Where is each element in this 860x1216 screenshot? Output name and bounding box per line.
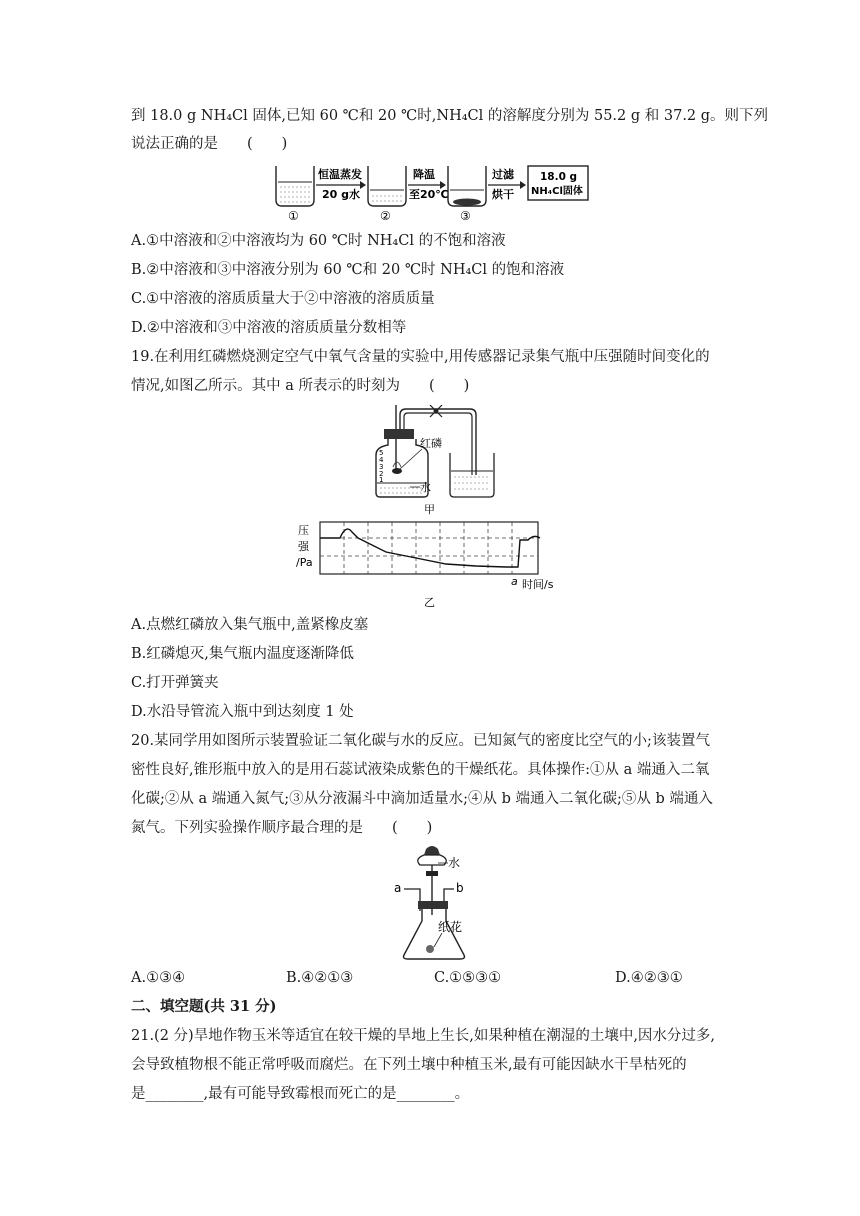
- yi-marker-a: a: [511, 575, 518, 588]
- step3-bottom: 烘干: [492, 188, 514, 201]
- q20-option-c: C.①⑤③①: [434, 970, 502, 986]
- yi-ylabel-3: /Pa: [296, 556, 313, 569]
- label-water-jia: 水: [420, 481, 431, 494]
- yi-ylabel-2: 强: [298, 540, 309, 553]
- beaker-1-label: ①: [288, 209, 299, 222]
- step2-top: 降温: [413, 168, 435, 181]
- scale-4: 4: [379, 456, 384, 464]
- q20-option-a: A.①③④: [131, 970, 186, 986]
- q18-option-a: A.①中溶液和②中溶液均为 60 ℃时 NH₄Cl 的不饱和溶液: [131, 233, 506, 249]
- q19-option-b: B.红磷熄灭,集气瓶内温度逐渐降低: [131, 646, 354, 662]
- section-2-title: 二、填空题(共 31 分): [131, 998, 277, 1015]
- beaker-2-label: ②: [380, 209, 391, 222]
- beaker-2: [368, 166, 406, 206]
- caption-jia: 甲: [424, 503, 435, 516]
- q20-figure: [390, 845, 490, 963]
- q20-line-2: 密性良好,锥形瓶中放入的是用石蕊试液染成紫色的干燥纸花。具体操作:①从 a 端通入二氧: [131, 762, 710, 778]
- label-b: b: [456, 881, 464, 895]
- q20-option-b: B.④②①③: [286, 970, 354, 986]
- q19-figure-jia: [360, 405, 510, 517]
- scale-5: 5: [379, 449, 384, 457]
- q18-option-c: C.①中溶液的溶质质量大于②中溶液的溶质质量: [131, 291, 435, 307]
- yi-xlabel: 时间/s: [522, 578, 554, 591]
- beaker-3: [448, 166, 486, 206]
- step1-bottom: 20 g水: [322, 188, 361, 201]
- scale-1: 1: [379, 476, 384, 484]
- scale-2: 2: [379, 470, 384, 478]
- q18-figure: [270, 160, 590, 222]
- step2-bottom: 至20℃: [409, 188, 449, 201]
- step3-top: 过滤: [492, 168, 514, 181]
- beaker-3-label: ③: [460, 209, 471, 222]
- q19-option-a: A.点燃红磷放入集气瓶中,盖紧橡皮塞: [131, 617, 369, 633]
- pressure-curve: [320, 529, 540, 567]
- label-a: a: [394, 881, 402, 895]
- result-line-1: 18.0 g: [540, 171, 578, 183]
- spring-clamp-icon: [430, 405, 442, 417]
- q20-option-d: D.④②③①: [615, 970, 683, 986]
- q21-line-3: 是________,最有可能导致霉根而死亡的是________。: [131, 1086, 470, 1102]
- label-water-q20: 水: [448, 856, 461, 870]
- caption-yi: 乙: [424, 596, 435, 609]
- q20-line-1: 20.某同学用如图所示装置验证二氧化碳与水的反应。已知氮气的密度比空气的小;该装置气: [131, 733, 710, 749]
- label-flower: 纸花: [438, 920, 463, 934]
- q19-figure-yi: [296, 518, 566, 610]
- q18-option-d: D.②中溶液和③中溶液的溶质质量分数相等: [131, 320, 407, 336]
- label-phosphorus: 红磷: [420, 437, 442, 450]
- q19-line-1: 19.在利用红磷燃烧测定空气中氧气含量的实验中,用传感器记录集气瓶中压强随时间变化的: [131, 349, 710, 365]
- result-line-2: NH₄Cl固体: [531, 186, 583, 197]
- q18-line-1: 到 18.0 g NH₄Cl 固体,已知 60 ℃和 20 ℃时,NH₄Cl 的溶解度分别为 55.2 g 和 37.2 g。则下列: [131, 108, 769, 124]
- yi-ylabel-1: 压: [298, 524, 309, 537]
- q19-option-c: C.打开弹簧夹: [131, 675, 219, 691]
- q20-line-3: 化碳;②从 a 端通入氮气;③从分液漏斗中滴加适量水;④从 b 端通入二氧化碳;⑤从 b 端通入: [131, 791, 713, 807]
- q19-line-2: 情况,如图乙所示。其中 a 所表示的时刻为 ( ): [131, 378, 470, 394]
- step1-top: 恒温蒸发: [318, 168, 362, 181]
- q19-option-d: D.水沿导管流入瓶中到达刻度 1 处: [131, 704, 354, 720]
- q20-line-4: 氮气。下列实验操作顺序最合理的是 ( ): [131, 820, 433, 836]
- q21-line-1: 21.(2 分)旱地作物玉米等适宜在较干燥的旱地上生长,如果种植在潮湿的土壤中,因水分过多,: [131, 1028, 716, 1044]
- q21-line-2: 会导致植物根不能正常呼吸而腐烂。在下列土壤中种植玉米,最有可能因缺水干旱枯死的: [131, 1057, 687, 1073]
- scale-3: 3: [379, 463, 384, 471]
- q18-option-b: B.②中溶液和③中溶液分别为 60 ℃和 20 ℃时 NH₄Cl 的饱和溶液: [131, 262, 565, 278]
- beaker-1: [276, 166, 314, 206]
- q18-line-2: 说法正确的是 ( ): [131, 136, 288, 152]
